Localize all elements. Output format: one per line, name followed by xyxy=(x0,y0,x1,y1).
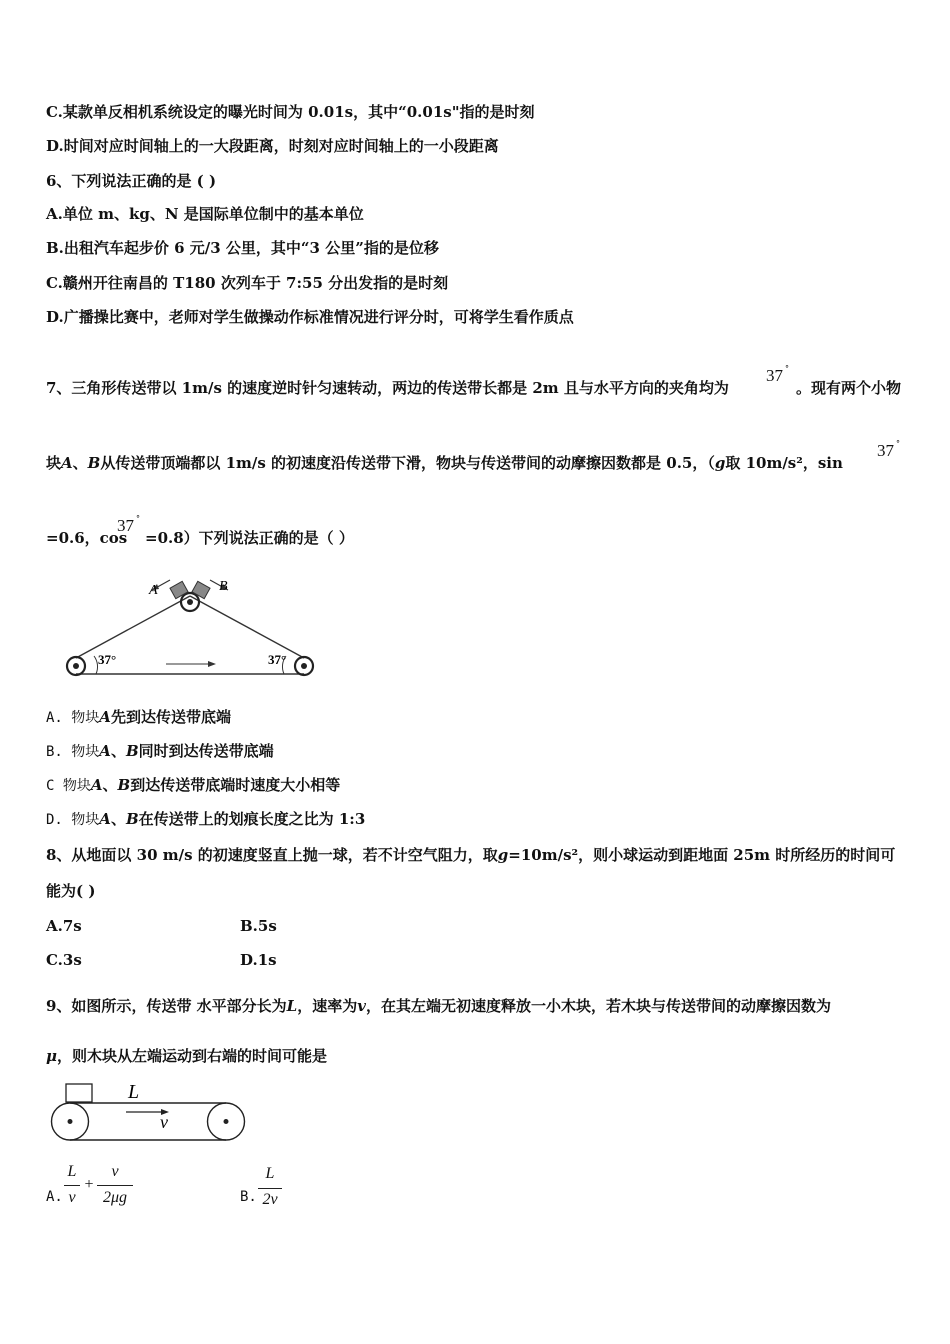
q8-stem-part-2: =10m/s²，则小球运动到距地面 25m 时所经历的时间可 xyxy=(508,846,896,864)
q6-option-b: B.出租汽车起步价 6 元/3 公里，其中“3 公里”指的是位移 xyxy=(46,239,439,257)
q7-line-1 xyxy=(46,378,729,398)
q7-block-a: A xyxy=(61,454,73,472)
q7-fig-angle-left: 37° xyxy=(98,652,117,667)
q6-option-a: A.单位 m、kg、N 是国际单位制中的基本单位 xyxy=(46,205,364,223)
q5-option-c: C.某款单反相机系统设定的曝光时间为 0.01s，其中“0.01s"指的是时刻 xyxy=(46,103,535,121)
q9-stem-part-4: ，则木块从左端运动到右端的时间可能是 xyxy=(56,1047,327,1065)
q8-option-a: A.7s xyxy=(46,917,82,935)
q7-angle-1: 37 xyxy=(766,366,783,385)
q9-b-den: 2v xyxy=(262,1191,278,1208)
q7-g-symbol: g xyxy=(714,454,726,472)
q9-option-a-label: A. xyxy=(46,1189,63,1205)
q7-degree-2: ° xyxy=(896,439,900,448)
q8-option-c: C.3s xyxy=(46,951,82,969)
q7-stem-part-6: =0.6，cos xyxy=(46,529,128,547)
q7-option-d: D. 物块A、B在传送带上的划痕长度之比为 1:3 xyxy=(46,810,366,828)
q7-option-a: A. 物块A先到达传送带底端 xyxy=(46,708,231,726)
q9-stem-part-2: ，速率为 xyxy=(297,997,358,1015)
q7-block-b: B xyxy=(87,454,101,472)
q8-option-b: B.5s xyxy=(240,917,277,935)
q7-line-2 xyxy=(46,453,843,473)
q9-stem-part-1: 9、如图所示，传送带 水平部分长为 xyxy=(46,997,287,1015)
q7-block-a-shape xyxy=(170,581,188,598)
q7-fig-angle-right: 37° xyxy=(268,652,287,667)
q7-left-belt xyxy=(76,596,190,658)
q7-block-b-shape xyxy=(192,581,210,598)
q7-angle-3: 37 xyxy=(117,516,134,535)
q9-a-den-2: 2μg xyxy=(102,1189,128,1206)
q7-stem-part-2: 。现有两个小物 xyxy=(796,379,902,397)
q7-fig-label-b: B xyxy=(219,579,228,594)
q8-option-d: D.1s xyxy=(240,951,277,969)
q7-option-b: B. 物块A、B同时到达传送带底端 xyxy=(46,742,274,760)
q9-option-b-label: B. xyxy=(240,1189,257,1205)
q7-degree-3: ° xyxy=(136,514,140,523)
q7-stem-part-7: =0.8）下列说法正确的是（ ） xyxy=(145,529,354,547)
q9-a-num-2: v xyxy=(111,1163,119,1180)
q8-stem-part-1: 8、从地面以 30 m/s 的初速度竖直上抛一球，若不计空气阻力，取 xyxy=(46,846,498,864)
q6-option-c: C.赣州开往南昌的 T180 次列车于 7:55 分出发指的是时刻 xyxy=(46,274,449,292)
q7-right-belt xyxy=(190,596,304,658)
q9-v-symbol: v xyxy=(357,997,366,1015)
q8-stem-part-3: 能为( ) xyxy=(46,882,96,900)
q7-stem-part-3: 块 xyxy=(46,454,62,472)
q9-mu-symbol: μ xyxy=(46,1047,57,1065)
q6-stem: 6、下列说法正确的是 ( ) xyxy=(46,172,217,190)
q7-conveyor-figure xyxy=(60,570,330,685)
q8-line-1 xyxy=(46,845,895,865)
q9-conveyor-figure xyxy=(46,1076,250,1148)
q9-l-symbol: L xyxy=(286,997,298,1015)
q7-fig-label-a: A xyxy=(149,583,158,598)
q9-a-plus: + xyxy=(84,1176,94,1193)
q8-g-symbol: g xyxy=(497,846,509,864)
q6-option-d: D.广播操比赛中，老师对学生做操动作标准情况进行评分时，可将学生看作质点 xyxy=(46,308,574,326)
q7-degree-1: ° xyxy=(785,364,789,373)
q9-b-num: L xyxy=(265,1165,275,1182)
q9-line-1 xyxy=(46,996,831,1016)
q9-stem-part-3: ，在其左端无初速度释放一小木块，若木块与传送带间的动摩擦因数为 xyxy=(365,997,831,1015)
q9-line-2 xyxy=(46,1046,327,1066)
q9-fig-label-l: L xyxy=(128,1081,140,1103)
q7-left-pulley xyxy=(67,657,85,675)
q7-right-pulley xyxy=(295,657,313,675)
q9-a-num-1: L xyxy=(67,1163,77,1180)
q9-wood-block xyxy=(66,1084,92,1102)
q7-stem-part-4: 从传送带顶端都以 1m/s 的初速度沿传送带下滑，物块与传送带间的动摩擦因数都是 0.5，（ xyxy=(100,454,715,472)
q5-option-d: D.时间对应时间轴上的一大段距离，时刻对应时间轴上的一小段距离 xyxy=(46,137,499,155)
q9-a-den-1: v xyxy=(68,1189,76,1206)
q7-top-pulley xyxy=(181,593,199,611)
q7-angle-2: 37 xyxy=(877,441,894,460)
q7-sep: 、 xyxy=(72,454,88,472)
q9-fig-label-v: v xyxy=(160,1112,168,1132)
q7-option-c: C 物块A、B到达传送带底端时速度大小相等 xyxy=(46,776,341,794)
q7-stem-part-1: 7、三角形传送带以 1m/s 的速度逆时针匀速转动，两边的传送带长都是 2m 且与水平方向的夹角均为 xyxy=(46,379,729,397)
q7-stem-part-5: 取 10m/s²，sin xyxy=(725,454,843,472)
